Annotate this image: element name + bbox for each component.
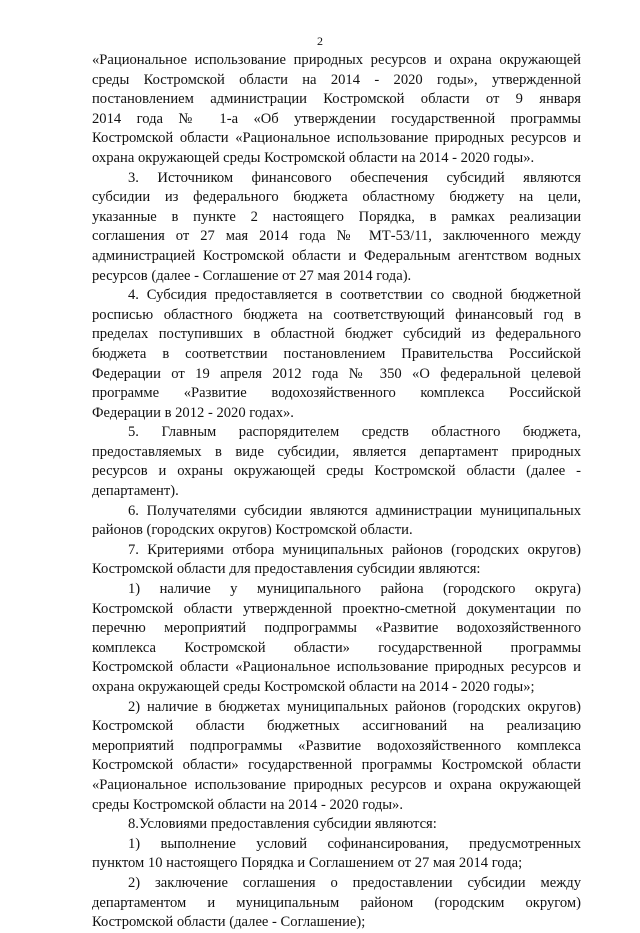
text-line: охрана окружающей среды Костромской области на 2014 - 2020 годы». — [92, 149, 535, 166]
text-line: мероприятий подпрограммы «Развитие водохозяйственного комплекса — [92, 737, 581, 754]
text-line: 2) наличие в бюджетах муниципальных районов (городских округов) — [128, 698, 581, 715]
text-line: департамент). — [92, 483, 179, 500]
text-line: 7. Критериями отбора муниципальных районов (городских округов) — [128, 541, 581, 558]
text-line: «Рациональное использование природных ресурсов и охрана окружающей — [92, 776, 581, 793]
text-line: постановлением администрации Костромской области от 9 января — [92, 91, 581, 108]
text-line: администрацией Костромской области и Федеральным агентством водных — [92, 247, 581, 264]
text-line: пределах поступивших в областной бюджет субсидий из федерального — [92, 326, 581, 343]
text-line: ресурсов и охраны окружающей среды Костромской области (далее - — [92, 463, 581, 480]
text-line: Костромской области для предоставления субсидии являются: — [92, 561, 481, 578]
text-line: 5. Главным распорядителем средств областного бюджета, — [128, 424, 581, 441]
text-line: Костромской области утвержденной проектно-сметной документации по — [92, 600, 581, 617]
text-line: районов (городских округов) Костромской области. — [92, 522, 413, 539]
text-line: 6. Получателями субсидии являются администрации муниципальных — [128, 502, 581, 519]
text-line: Костромской области» государственной программы Костромской области — [92, 757, 581, 774]
text-line: программе «Развитие водохозяйственного комплекса Российской — [92, 385, 581, 402]
text-line: 1) выполнение условий софинансирования, предусмотренных — [128, 835, 581, 852]
text-line: среды Костромской области на 2014 - 2020 годы», утвержденной — [92, 71, 581, 88]
text-line: охрана окружающей среды Костромской области на 2014 - 2020 годы»; — [92, 679, 535, 695]
text-line: Костромской области (далее - Соглашение); — [92, 914, 366, 931]
page-number: 2 — [317, 34, 323, 48]
text-line: Федерации в 2012 - 2020 годах». — [92, 404, 294, 421]
text-line: 8.Условиями предоставления субсидии являются: — [128, 816, 437, 833]
text-line: 2014 года № 1-а «Об утверждении государственной программы — [92, 110, 581, 127]
text-line: указанные в пункте 2 настоящего Порядка, в рамках реализации — [92, 208, 581, 225]
text-line: субсидии из федерального бюджета областному бюджету на цели, — [92, 189, 581, 206]
text-line: пунктом 10 настоящего Порядка и Соглашением от 27 мая 2014 года; — [92, 855, 523, 872]
text-line: 2) заключение соглашения о предоставлении субсидии между — [128, 874, 581, 891]
text-line: Костромской области «Рациональное использование природных ресурсов и — [92, 130, 581, 147]
text-line: росписью областного бюджета на соответствующий финансовый год в — [92, 306, 581, 323]
text-line: «Рациональное использование природных ресурсов и охрана окружающей — [92, 52, 581, 68]
text-line: 1) наличие у муниципального района (городского округа) — [128, 581, 581, 598]
text-line: 4. Субсидия предоставляется в соответствии со сводной бюджетной — [128, 287, 581, 304]
text-line: перечню мероприятий подпрограммы «Развитие водохозяйственного — [92, 620, 581, 637]
text-line: департаментом и муниципальным районом (городским округом) — [92, 894, 581, 911]
text-line: предоставляемых в виде субсидии, является департамент природных — [92, 443, 581, 460]
text-line: комплекса Костромской области» государственной программы — [92, 639, 581, 656]
text-line: бюджета в соответствии постановлением Правительства Российской — [92, 345, 581, 362]
text-line: 3. Источником финансового обеспечения субсидий являются — [128, 169, 581, 186]
text-line: соглашения от 27 мая 2014 года № МТ-53/11, заключенного между — [92, 228, 581, 245]
text-line: Костромской области бюджетных ассигнований на реализацию — [92, 718, 581, 735]
text-line: среды Костромской области на 2014 - 2020 годы». — [92, 796, 403, 813]
text-line: Федерации от 19 апреля 2012 года № 350 «О федеральной целевой — [92, 365, 581, 382]
document-body — [92, 51, 581, 933]
text-line: ресурсов (далее - Соглашение от 27 мая 2014 года). — [92, 267, 412, 284]
text-line: Костромской области «Рациональное использование природных ресурсов и — [92, 659, 581, 676]
